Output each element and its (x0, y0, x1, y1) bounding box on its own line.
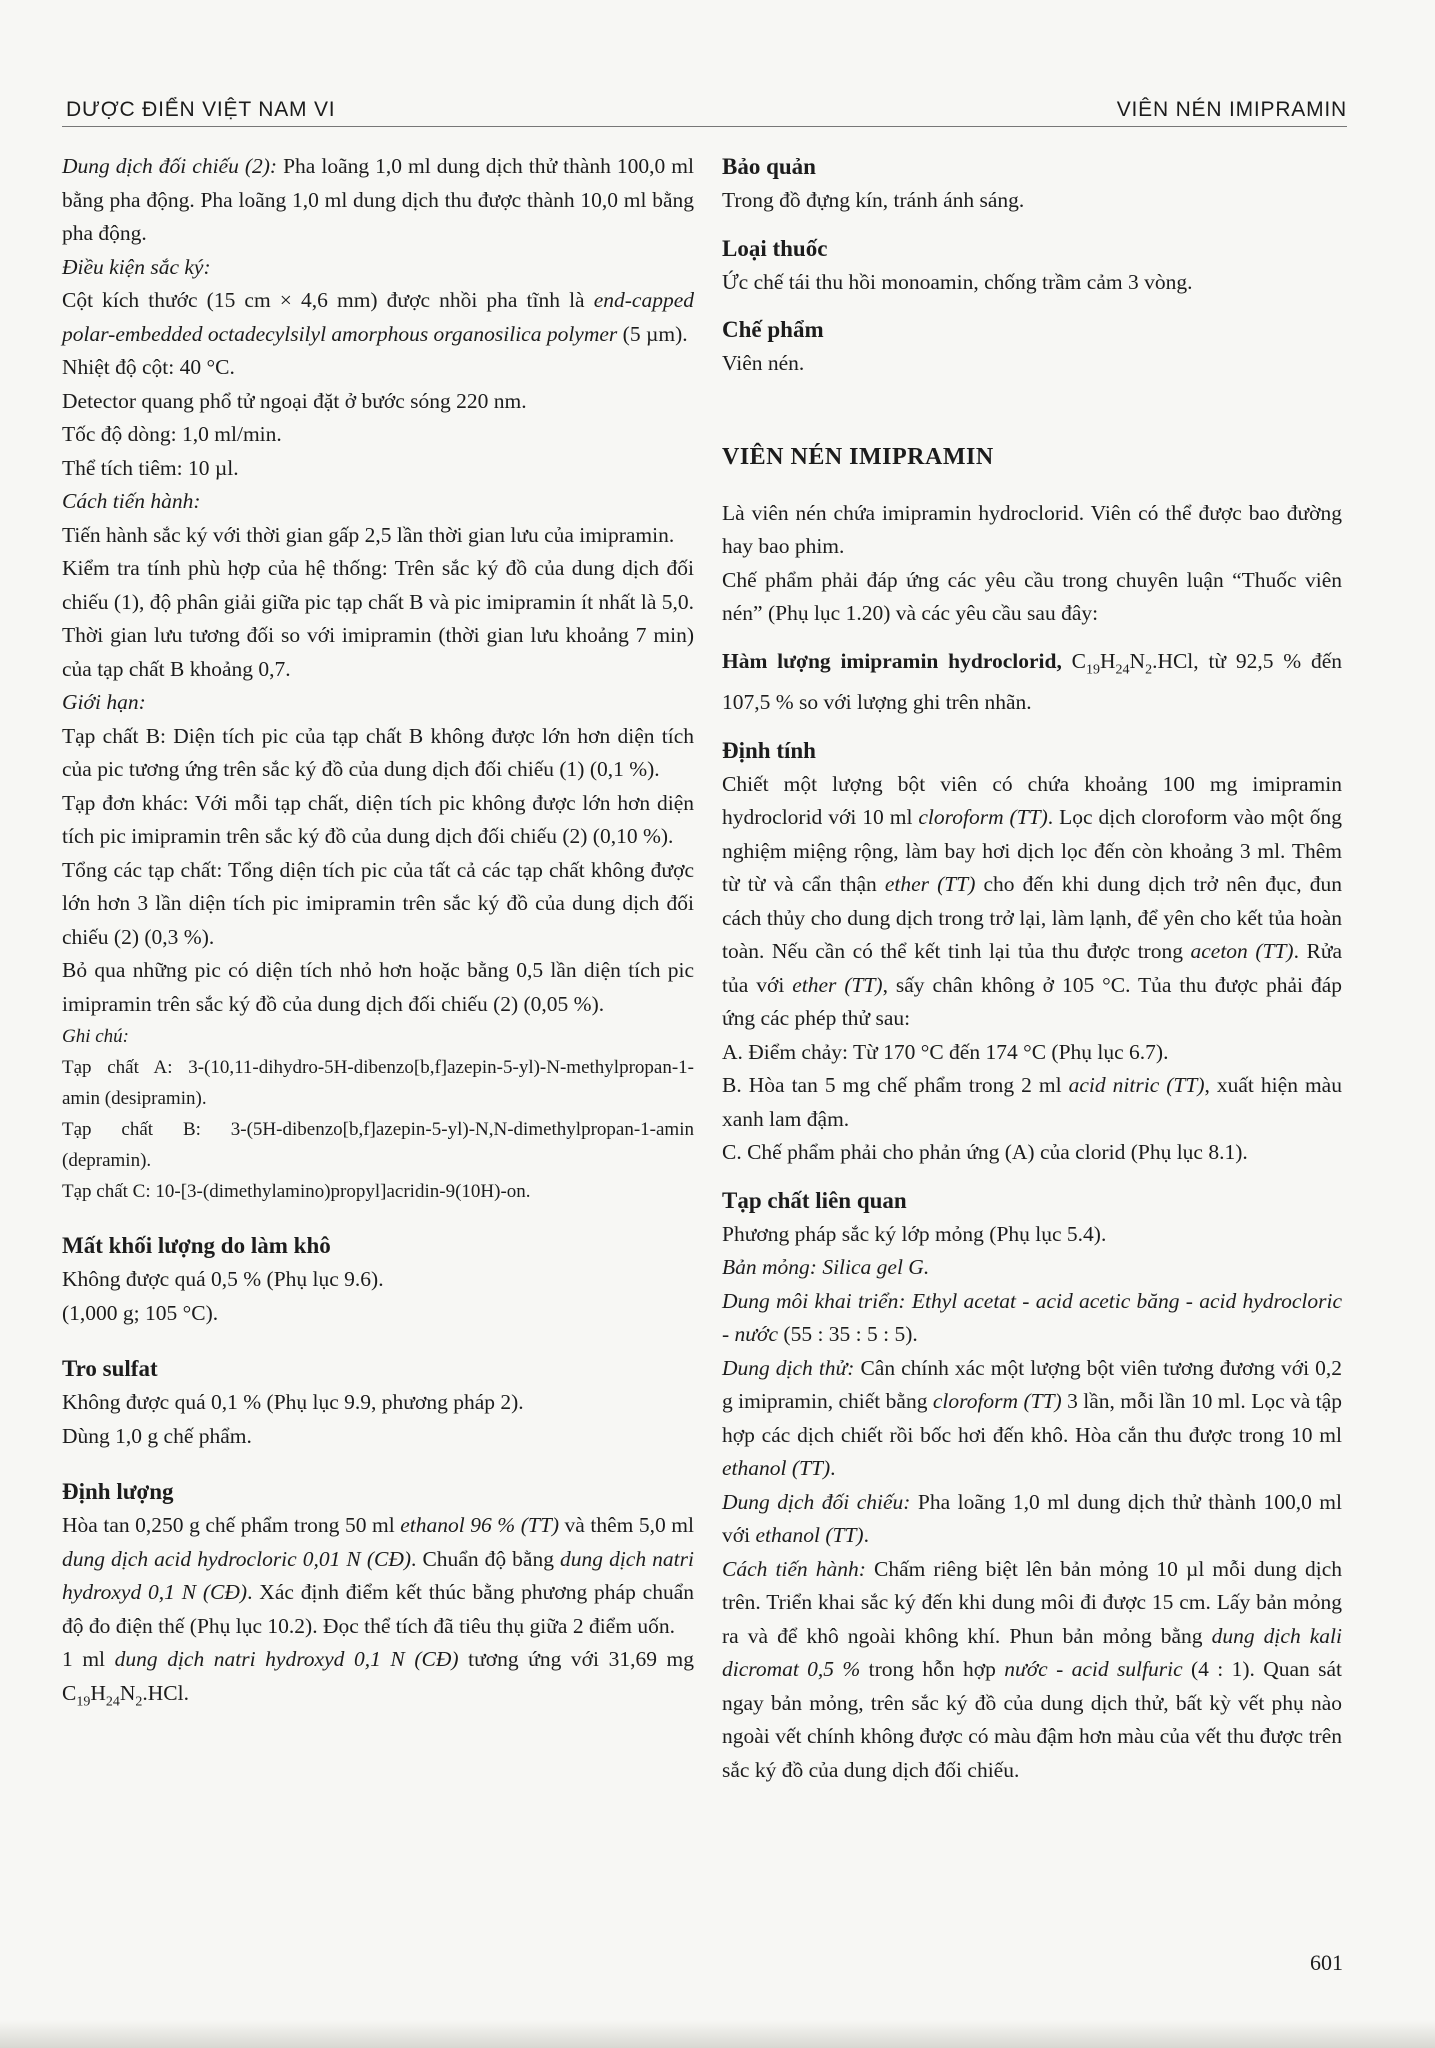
preparations-title: Chế phẩm (722, 317, 824, 342)
chromatography-conditions-label: Điều kiện sắc ký: (62, 254, 211, 279)
assay-title: Định lượng (62, 1479, 174, 1504)
content-requirement: Hàm lượng imipramin hydroclorid, $C_{19}H_{24}N_2.HCl$, từ 92,5 % đến 107,5 % so với lượng ghi trên nhãn. (722, 648, 1342, 715)
note-b: Tạp chất B: 3-(5H-dibenzo[b,f]azepin-5-yl)-N,N-dimethylpropan-1-amin (depramin). (62, 1119, 694, 1171)
sulfated-ash-2: Dùng 1,0 g chế phẩm. (62, 1423, 252, 1448)
related-test-solution: Dung dịch thử: Cân chính xác một lượng bột viên tương đương với 0,2 g imipramin, chiết bằng cloroform (TT) 3 lần, mỗi lần 10 ml. Lọc và tập hợp các dịch chiết rồi bốc hơi đến khô. Hòa cắn thu được trong 10 ml ethanol (TT). (722, 1355, 1342, 1481)
identification-text: Chiết một lượng bột viên có chứa khoảng 100 mg imipramin hydroclorid với 10 ml cloroform (TT). Lọc dịch cloroform vào một ống nghiệm miệng rộng, làm bay hơi dịch lọc đến còn khoảng 3 ml. Thêm từ từ và cẩn thận ether (TT) cho đến khi dung dịch trở nên đục, đun cách thủy cho dung dịch trong trở lại, làm lạnh, để yên cho kết tủa hoàn toàn. Nếu cần có thể kết tinh lại tủa thu được trong aceton (TT). Rửa tủa với ether (TT), sấy chân không ở 105 °C. Tủa thu được phải đáp ứng các phép thử sau: (722, 771, 1343, 1031)
note-a: Tạp chất A: 3-(10,11-dihydro-5H-dibenzo[b,f]azepin-5-yl)-N-methylpropan-1-amin (desipramin). (62, 1057, 694, 1109)
procedure-2: Kiểm tra tính phù hợp của hệ thống: Trên sắc ký đồ của dung dịch đối chiếu (1), độ phân giải giữa pic tạp chất B và pic imipramin ít nhất là 5,0. (62, 556, 694, 614)
identification-c: C. Chế phẩm phải cho phản ứng (A) của clorid (Phụ lục 8.1). (722, 1140, 1248, 1165)
limits-label: Giới hạn: (62, 690, 146, 714)
loss-on-drying-title: Mất khối lượng do làm khô (62, 1233, 331, 1258)
intro-1: Là viên nén chứa imipramin hydroclorid. Viên có thể được bao đường hay bao phim. (722, 500, 1342, 558)
flow-rate: Tốc độ dòng: 1,0 ml/min. (62, 422, 282, 446)
drug-class-title: Loại thuốc (722, 235, 828, 261)
column-spec: Cột kích thước (15 cm × 4,6 mm) được nhồi pha tĩnh là end-capped polar-embedded octadecylsilyl amorphous organosilica polymer (5 µm). (62, 288, 694, 346)
page-number: 601 (1310, 1950, 1343, 1975)
sulfated-ash-title: Tro sulfat (62, 1356, 158, 1381)
running-title-left: DƯỢC ĐIỂN VIỆT NAM VI (66, 98, 336, 121)
right-column (722, 150, 1342, 1787)
drug-class-text: Ức chế tái thu hồi monoamin, chống trầm cảm 3 vòng. (722, 269, 1193, 294)
loss-on-drying-1: Không được quá 0,5 % (Phụ lục 9.6). (62, 1267, 384, 1291)
storage-title: Bảo quản (722, 154, 816, 179)
scan-edge-shade (0, 2020, 1435, 2048)
monograph-title: VIÊN NÉN IMIPRAMIN (722, 443, 994, 470)
identification-a: A. Điểm chảy: Từ 170 °C đến 174 °C (Phụ lục 6.7). (722, 1039, 1169, 1064)
procedure-1: Tiến hành sắc ký với thời gian gấp 2,5 lần thời gian lưu của imipramin. (62, 522, 675, 547)
related-method: Phương pháp sắc ký lớp mỏng (Phụ lục 5.4). (722, 1221, 1107, 1246)
detector: Detector quang phổ tử ngoại đặt ở bước sóng 220 nm. (62, 388, 527, 413)
limit-4: Bỏ qua những pic có diện tích nhỏ hơn hoặc bằng 0,5 lần diện tích pic imipramin trên sắc ký đồ của dung dịch đối chiếu (2) (0,05 %). (62, 958, 694, 1016)
preparations-text: Viên nén. (722, 351, 805, 375)
limit-1: Tạp chất B: Diện tích pic của tạp chất B không được lớn hơn diện tích của pic tương ứng trên sắc ký đồ của dung dịch đối chiếu (1) (0,1 %). (62, 723, 694, 781)
intro-2: Chế phẩm phải đáp ứng các yêu cầu trong chuyên luận “Thuốc viên nén” (Phụ lục 1.20) và các yêu cầu sau đây: (722, 567, 1342, 625)
note-c: Tạp chất C: 10-[3-(dimethylamino)propyl]acridin-9(10H)-on. (62, 1181, 531, 1202)
assay-text: Hòa tan 0,250 g chế phẩm trong 50 ml ethanol 96 % (TT) và thêm 5,0 ml dung dịch acid hydrocloric 0,01 N (CĐ). Chuẩn độ bằng dung dịch natri hydroxyd 0,1 N (CĐ). Xác định điểm kết thúc bằng phương pháp chuẩn độ đo điện thế (Phụ lục 10.2). Đọc thể tích đã tiêu thụ giữa 2 điểm uốn. (62, 1513, 694, 1638)
notes-label: Ghi chú: (62, 1026, 130, 1047)
identification-b: B. Hòa tan 5 mg chế phẩm trong 2 ml acid nitric (TT), xuất hiện màu xanh lam đậm. (722, 1073, 1342, 1131)
identification-title: Định tính (722, 737, 816, 763)
storage-text: Trong đồ đựng kín, tránh ánh sáng. (722, 188, 1025, 212)
related-plate: Bản mỏng: Silica gel G. (722, 1255, 930, 1280)
limit-2: Tạp đơn khác: Với mỗi tạp chất, diện tích pic không được lớn hơn diện tích pic imipramin trên sắc ký đồ của dung dịch đối chiếu (2) (0,10 %). (62, 790, 694, 848)
related-solvent: Dung môi khai triển: Ethyl acetat - acid acetic băng - acid hydrocloric - nước (55 : 35 : 5 : 5). (722, 1288, 1343, 1347)
injection-volume: Thể tích tiêm: 10 µl. (62, 455, 239, 480)
reference-solution-2: Dung dịch đối chiếu (2): Pha loãng 1,0 ml dung dịch thử thành 100,0 ml bằng pha động. Pha loãng 1,0 ml dung dịch thu được thành 10,0 ml bằng pha động. (62, 154, 694, 245)
procedure-label: Cách tiến hành: (62, 489, 201, 513)
left-column (62, 150, 694, 1718)
assay-equivalence: 1 ml dung dịch natri hydroxyd 0,1 N (CĐ) tương ứng với 31,69 mg $C_{19}H_{24}N_2.HCl$. (62, 1647, 694, 1709)
related-procedure: Cách tiến hành: Chấm riêng biệt lên bản mỏng 10 µl mỗi dung dịch trên. Triển khai sắc ký đến khi dung môi đi được 15 cm. Lấy bản mỏng ra và để khô ngoài không khí. Phun bản mỏng bằng dung dịch kali dicromat 0,5 % trong hỗn hợp nước - acid sulfuric (4 : 1). Quan sát ngay bản mỏng, trên sắc ký đồ của dung dịch thử, bất kỳ vết phụ nào ngoài vết chính không được có màu đậm hơn màu của vết thu được trên sắc ký đồ của dung dịch đối chiếu. (722, 1556, 1343, 1782)
column-temperature: Nhiệt độ cột: 40 °C. (62, 355, 235, 379)
limit-3: Tổng các tạp chất: Tổng diện tích pic của tất cả các tạp chất không được lớn hơn 3 lần diện tích pic imipramin trên sắc ký đồ của dung dịch đối chiếu (2) (0,3 %). (62, 857, 694, 949)
loss-on-drying-2: (1,000 g; 105 °C). (62, 1300, 219, 1325)
running-title-right: VIÊN NÉN IMIPRAMIN (1116, 98, 1347, 121)
related-reference-solution: Dung dịch đối chiếu: Pha loãng 1,0 ml dung dịch thử thành 100,0 ml với ethanol (TT). (722, 1489, 1342, 1548)
sulfated-ash-1: Không được quá 0,1 % (Phụ lục 9.9, phương pháp 2). (62, 1390, 524, 1414)
page-header (62, 92, 1347, 127)
procedure-3: Thời gian lưu tương đối so với imipramin (thời gian lưu khoảng 7 min) của tạp chất B khoảng 0,7. (62, 623, 694, 681)
related-substances-title: Tạp chất liên quan (722, 1187, 907, 1213)
